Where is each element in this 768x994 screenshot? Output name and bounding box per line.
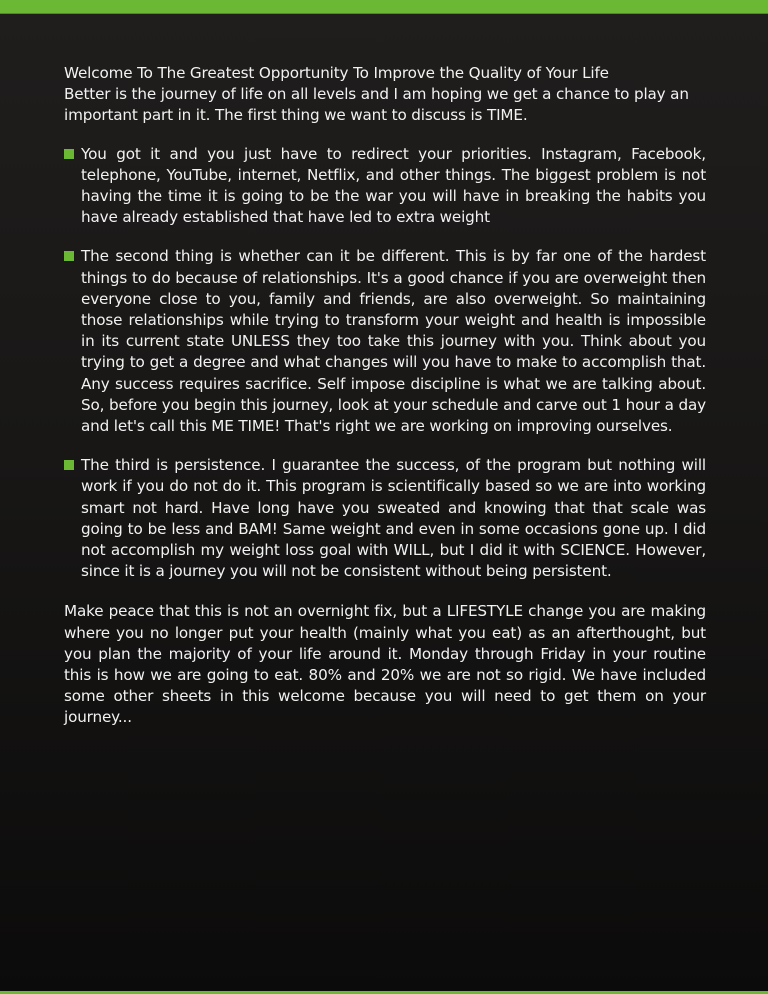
green-square-bullet-icon: [64, 149, 74, 159]
bullet-item-relationships: [64, 246, 706, 437]
document-body: [64, 63, 706, 746]
bullet-text: The third is persistence. I guarantee the success, of the program but nothing will work if you do not do it. This program is scientifically based so we are into working smart not hard. Have long have you sweated and knowing that that scale was going to be less and BAM! Same weight and even in some occasions gone up. I did not accomplish my weight loss goal with WILL, but I did it with SCIENCE. However, since it is a journey you will not be consistent without being persistent.: [81, 456, 706, 581]
green-square-bullet-icon: [64, 251, 74, 261]
bullet-item-persistence: [64, 455, 706, 582]
bullet-text: You got it and you just have to redirect your priorities. Instagram, Facebook, telephone, YouTube, internet, Netflix, and other things. The biggest problem is not having the time it is going to be the war you will have in breaking the habits you have already established that have led to extra weight: [81, 144, 706, 227]
top-accent-bar: [0, 0, 768, 14]
bullet-item-time: [64, 144, 706, 229]
intro-paragraph: [64, 63, 706, 127]
intro-body: Better is the journey of life on all levels and I am hoping we get a chance to play an important part in it. The first thing we want to discuss is TIME.: [64, 85, 689, 125]
bullet-text: The second thing is whether can it be different. This is by far one of the hardest things to do because of relationships. It's a good chance if you are overweight then everyone close to you, family and friends, are also overweight. So maintaining those relationships while trying to transform your weight and health is impossible in its current state UNLESS they too take this journey with you. Think about you trying to get a degree and what changes will you have to make to accomplish that. Any success requires sacrifice. Self impose discipline is what we are talking about. So, before you begin this journey, look at your schedule and carve out 1 hour a day and let's call this ME TIME! That's right we are working on improving ourselves.: [81, 247, 706, 436]
green-square-bullet-icon: [64, 460, 74, 470]
closing-paragraph: Make peace that this is not an overnight fix, but a LIFESTYLE change you are making where you no longer put your health (mainly what you eat) as an afterthought, but you plan the majority of your life around it. Monday through Friday in your routine this is how we are going to eat. 80% and 20% we are not so rigid. We have included some other sheets in this welcome because you will need to get them on your journey...: [64, 602, 706, 727]
intro-title-line: Welcome To The Greatest Opportunity To Improve the Quality of Your Life: [64, 64, 609, 82]
